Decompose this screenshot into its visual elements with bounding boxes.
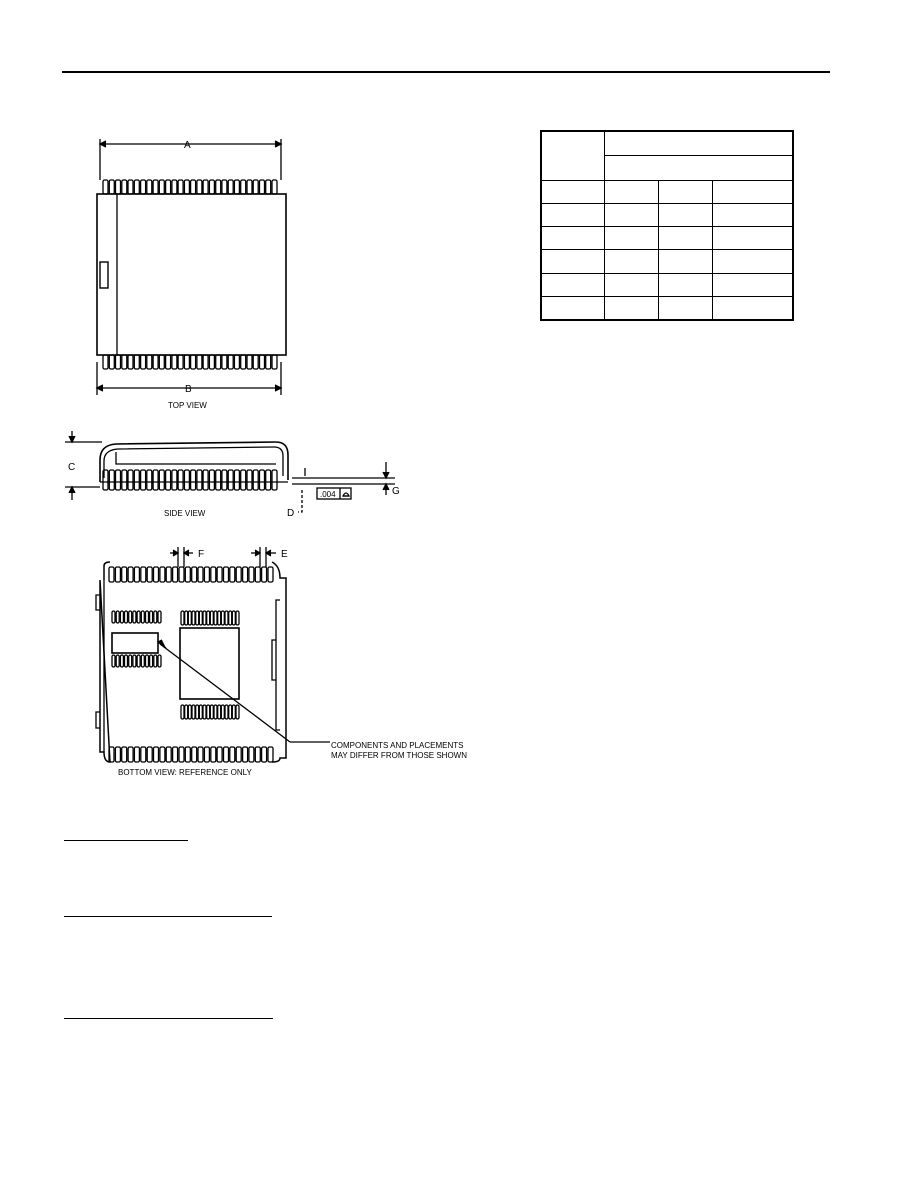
pin: [241, 470, 246, 490]
pin: [249, 567, 254, 582]
pin: [178, 355, 183, 369]
dimension-table: [540, 130, 794, 321]
chip-lead: [116, 655, 119, 667]
pin: [141, 567, 146, 582]
pin: [243, 747, 248, 762]
pin: [262, 567, 267, 582]
pin: [191, 180, 196, 194]
pin: [172, 180, 177, 194]
pin: [272, 355, 277, 369]
pin: [147, 567, 152, 582]
top-view-top-pins: [103, 180, 277, 194]
pin: [103, 180, 108, 194]
chip-lead: [196, 611, 199, 625]
pin: [216, 355, 221, 369]
chip-lead: [141, 655, 144, 667]
pin: [109, 180, 114, 194]
pin: [197, 355, 202, 369]
chip-lead: [192, 705, 195, 719]
chip-lead: [158, 611, 161, 623]
pin: [266, 355, 271, 369]
pin: [109, 567, 114, 582]
pin: [178, 470, 183, 490]
pin: [147, 180, 152, 194]
pin: [159, 180, 164, 194]
chip-lead: [196, 705, 199, 719]
top-view: [97, 139, 286, 395]
chip-lead: [218, 705, 221, 719]
pin: [222, 180, 227, 194]
pin: [134, 470, 139, 490]
pin: [134, 747, 139, 762]
chip-lead: [199, 705, 202, 719]
section-heading-rule-1: [64, 840, 188, 841]
chip-lead: [129, 611, 132, 623]
pin: [203, 470, 208, 490]
pin: [247, 470, 252, 490]
pin: [122, 747, 127, 762]
callout-line-2: MAY DIFFER FROM THOSE SHOWN: [331, 751, 468, 760]
pin: [173, 747, 178, 762]
pin: [179, 567, 184, 582]
pin: [116, 470, 121, 490]
section-heading-rule-3: [64, 1018, 273, 1019]
pin: [159, 470, 164, 490]
side-view: [65, 431, 395, 512]
pin: [128, 470, 133, 490]
pin: [141, 470, 146, 490]
pin: [204, 567, 209, 582]
pin: [128, 567, 133, 582]
pin: [222, 355, 227, 369]
pin: [260, 470, 265, 490]
pin: [266, 180, 271, 194]
pin: [236, 747, 241, 762]
pin: [228, 180, 233, 194]
pin: [211, 747, 216, 762]
chip-lead: [154, 655, 157, 667]
pin: [192, 567, 197, 582]
pin: [203, 355, 208, 369]
pin: [166, 180, 171, 194]
pin: [192, 747, 197, 762]
pin: [241, 180, 246, 194]
pin: [173, 567, 178, 582]
table-row: [541, 250, 793, 273]
chip-lead: [154, 611, 157, 623]
pin: [109, 355, 114, 369]
pin: [260, 355, 265, 369]
pin: [243, 567, 248, 582]
bottom-view-caption: BOTTOM VIEW: REFERENCE ONLY: [118, 768, 252, 777]
pin: [147, 355, 152, 369]
chip-lead: [150, 611, 153, 623]
pin: [184, 180, 189, 194]
chip-lead: [229, 611, 232, 625]
pin: [153, 180, 158, 194]
pin: [116, 180, 121, 194]
pin: [134, 180, 139, 194]
table-row: [541, 227, 793, 250]
pin: [211, 567, 216, 582]
chip-lead: [137, 611, 140, 623]
pin: [134, 567, 139, 582]
table-header-cell: [605, 131, 794, 156]
pin: [166, 470, 171, 490]
pin: [122, 180, 127, 194]
chip-lead: [188, 611, 191, 625]
pin: [184, 470, 189, 490]
pin: [103, 355, 108, 369]
pin: [216, 470, 221, 490]
side-view-caption: SIDE VIEW: [164, 509, 206, 518]
pin: [184, 355, 189, 369]
chip-lead: [229, 705, 232, 719]
bottom-view: [96, 547, 330, 762]
pin: [228, 470, 233, 490]
dimension-a-label: A: [184, 140, 191, 151]
pin: [166, 747, 171, 762]
pin: [198, 567, 203, 582]
chip-lead: [137, 655, 140, 667]
chip-lead: [133, 611, 136, 623]
table-row: [541, 203, 793, 226]
pin: [247, 180, 252, 194]
pin: [217, 567, 222, 582]
chip-lead: [218, 611, 221, 625]
pin: [255, 747, 260, 762]
pin: [234, 180, 239, 194]
chip-lead: [133, 655, 136, 667]
chip-lead: [185, 611, 188, 625]
dimension-e-label: E: [281, 549, 288, 560]
top-view-bottom-pins: [103, 355, 277, 369]
chip-lead: [125, 655, 128, 667]
chip-lead: [112, 611, 115, 623]
chip-lead: [221, 705, 224, 719]
chip-lead: [221, 611, 224, 625]
chip-lead: [210, 705, 213, 719]
pin: [209, 470, 214, 490]
side-view-pins: [103, 470, 277, 490]
pin: [154, 567, 159, 582]
callout-line-1: COMPONENTS AND PLACEMENTS: [331, 741, 464, 750]
dimension-d-label: D: [287, 508, 295, 519]
pin: [191, 355, 196, 369]
pin: [154, 747, 159, 762]
chip-lead: [232, 611, 235, 625]
pin: [153, 355, 158, 369]
table-row: [541, 180, 793, 203]
pin: [216, 180, 221, 194]
pin: [272, 470, 277, 490]
pin: [268, 567, 273, 582]
pin: [222, 470, 227, 490]
table-header-row: [541, 131, 793, 156]
dimension-g-label: G: [392, 486, 400, 497]
pin: [230, 567, 235, 582]
pin: [253, 470, 258, 490]
chip-lead: [199, 611, 202, 625]
chip-lead: [112, 655, 115, 667]
pin: [230, 747, 235, 762]
chip-lead: [207, 611, 210, 625]
pin: [224, 747, 229, 762]
table-row: [541, 296, 793, 320]
pin: [116, 355, 121, 369]
pin: [122, 355, 127, 369]
pin: [268, 747, 273, 762]
chip-lead: [158, 655, 161, 667]
pin: [109, 470, 114, 490]
pin: [141, 747, 146, 762]
pin: [234, 355, 239, 369]
chip-lead: [120, 611, 123, 623]
chip-lead: [129, 655, 132, 667]
pin: [249, 747, 254, 762]
pin: [141, 355, 146, 369]
chip-lead: [236, 705, 239, 719]
pin: [204, 747, 209, 762]
chip-lead: [225, 611, 228, 625]
pin: [197, 180, 202, 194]
pin: [191, 470, 196, 490]
pin: [141, 180, 146, 194]
table-corner-cell: [541, 131, 605, 180]
bottom-view-top-pins: [109, 567, 273, 582]
pin: [159, 355, 164, 369]
chip-lead: [120, 655, 123, 667]
pin: [185, 747, 190, 762]
pin: [147, 747, 152, 762]
chip-lead: [214, 705, 217, 719]
chip-lead: [188, 705, 191, 719]
pin: [185, 567, 190, 582]
chip-lead: [181, 705, 184, 719]
tolerance-value: .004: [320, 490, 336, 499]
pin: [255, 567, 260, 582]
pin: [172, 355, 177, 369]
dimension-b-label: B: [185, 384, 192, 395]
chip-lead: [116, 611, 119, 623]
pin: [247, 355, 252, 369]
bottom-view-left-chip: [112, 611, 161, 667]
pin: [209, 180, 214, 194]
pin: [253, 355, 258, 369]
pin: [241, 355, 246, 369]
chip-lead: [141, 611, 144, 623]
pin: [179, 747, 184, 762]
section-heading-rule-2: [64, 916, 272, 917]
chip-lead: [225, 705, 228, 719]
pin: [198, 747, 203, 762]
chip-lead: [146, 655, 149, 667]
dimension-c-label: C: [68, 462, 76, 473]
chip-lead: [214, 611, 217, 625]
top-view-caption: TOP VIEW: [168, 401, 207, 410]
pin: [128, 355, 133, 369]
chip-lead: [181, 611, 184, 625]
pin: [224, 567, 229, 582]
pin: [236, 567, 241, 582]
pin: [172, 470, 177, 490]
chip-lead: [207, 705, 210, 719]
pin: [197, 470, 202, 490]
chip-lead: [236, 611, 239, 625]
table-row: [541, 273, 793, 296]
pin: [178, 180, 183, 194]
bottom-view-bottom-pins: [109, 747, 273, 762]
pin: [260, 180, 265, 194]
pin: [209, 355, 214, 369]
chip-lead: [192, 611, 195, 625]
pin: [217, 747, 222, 762]
pin: [266, 470, 271, 490]
pin: [166, 355, 171, 369]
pin: [147, 470, 152, 490]
pin: [160, 567, 165, 582]
pin: [122, 567, 127, 582]
pin: [160, 747, 165, 762]
pin: [115, 567, 120, 582]
table-subheader-cell: [605, 156, 794, 180]
pin: [128, 747, 133, 762]
pin: [153, 470, 158, 490]
chip-lead: [125, 611, 128, 623]
pin: [262, 747, 267, 762]
chip-lead: [232, 705, 235, 719]
pin: [166, 567, 171, 582]
chip-lead: [146, 611, 149, 623]
pin: [115, 747, 120, 762]
chip-lead: [203, 611, 206, 625]
pin: [203, 180, 208, 194]
chip-lead: [185, 705, 188, 719]
dimension-f-label: F: [198, 549, 205, 560]
chip-lead: [150, 655, 153, 667]
pin: [228, 355, 233, 369]
pin: [122, 470, 127, 490]
pin: [253, 180, 258, 194]
pin: [272, 180, 277, 194]
chip-lead: [210, 611, 213, 625]
pin: [234, 470, 239, 490]
pin: [128, 180, 133, 194]
chip-lead: [203, 705, 206, 719]
pin: [134, 355, 139, 369]
